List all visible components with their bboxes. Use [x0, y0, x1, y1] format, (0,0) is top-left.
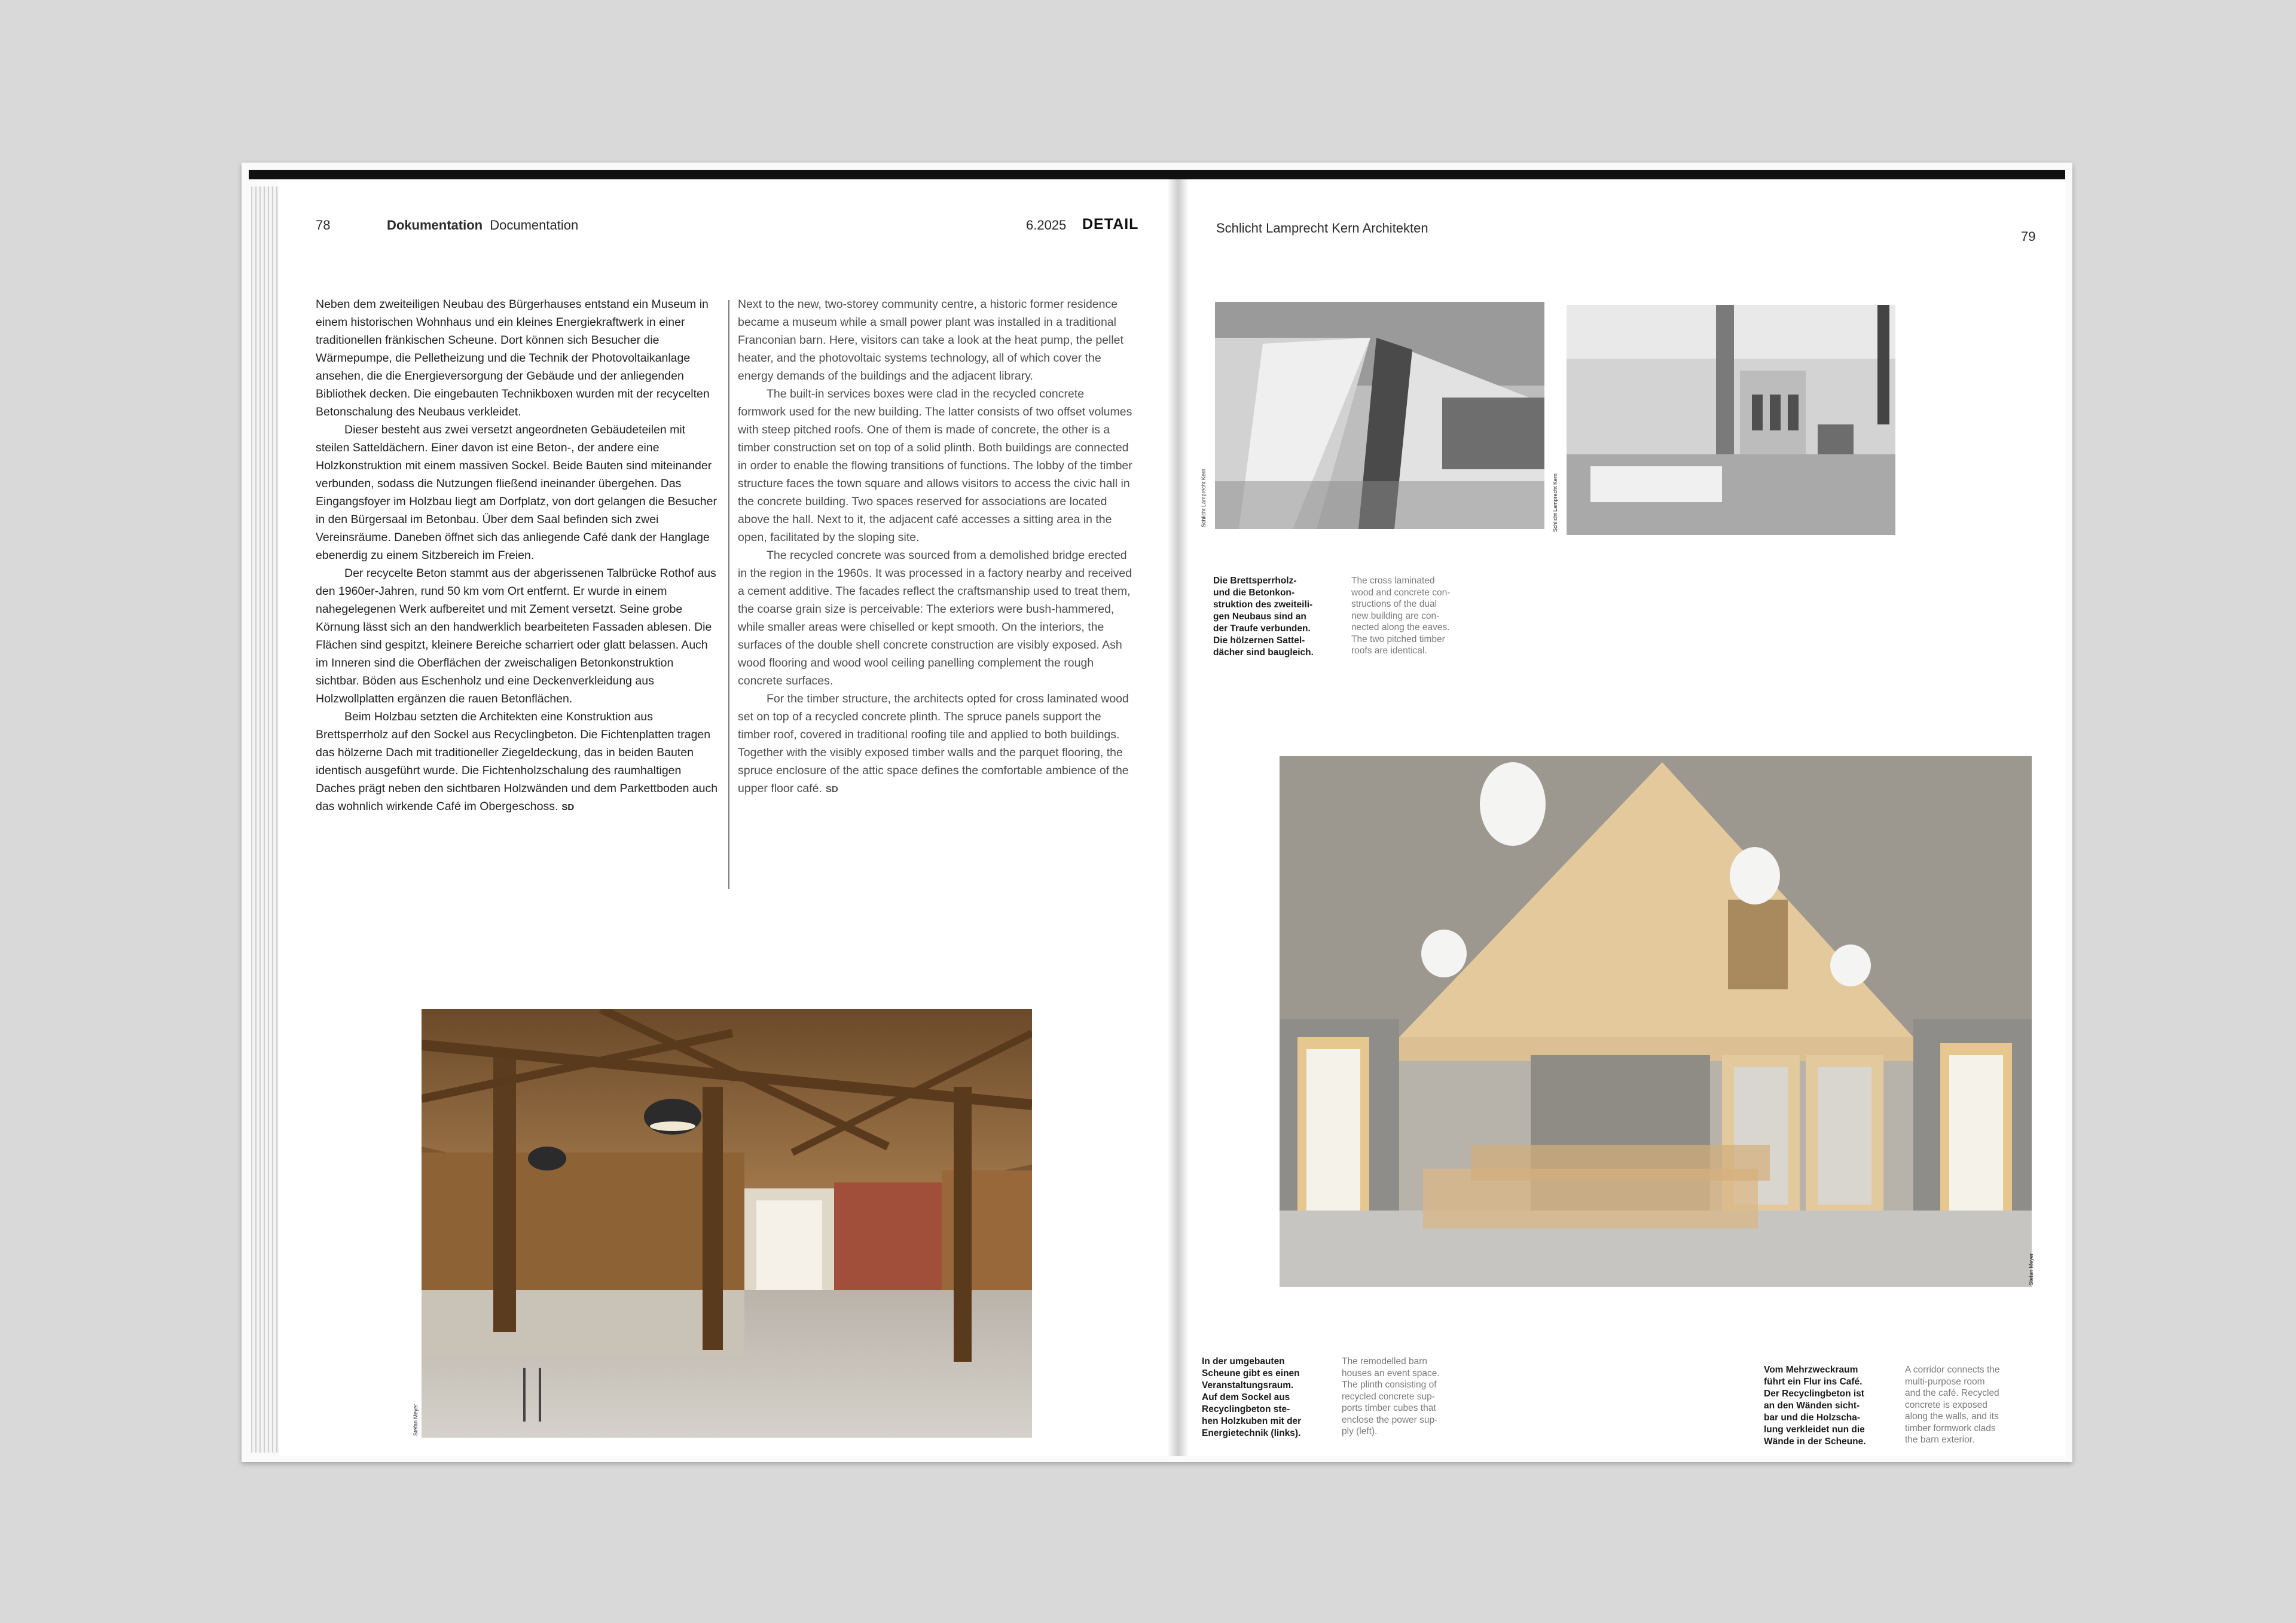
right-page-number: 79: [2021, 229, 2036, 244]
barn-interior-photo: [422, 1009, 1032, 1438]
barn-caption-de: In der umgebauten Scheune gibt es einen Veranstaltungsraum. Auf dem Sockel aus Recyclingbeton ste- hen Holzkuben mit der Energietechnik (links).: [1202, 1356, 1302, 1438]
top-black-rule: [249, 170, 2065, 179]
construction-photo-2: [1567, 305, 1895, 535]
binding-gutter: [1167, 179, 1189, 1456]
hall-caption-de: Vom Mehrzweckraum führt ein Flur ins Café. Der Recyclingbeton ist an den Wänden sicht- bar und die Holzscha- lung verkleidet nun die Wände in der Scheune.: [1764, 1365, 1866, 1447]
section-en: Documentation: [490, 218, 579, 233]
german-text-column: [316, 295, 720, 817]
german-paragraph-4: [316, 708, 720, 817]
english-paragraph-4-text: For the timber structure, the architects opted for cross laminated wood set on top of a recycled concrete plinth. The spruce panels support the timber roof, covered in traditional roofing tile and applied to both buildings. Together with the visibly exposed timber walls and the parquet flooring, the spruce enclosure of the attic space defines the comfortable ambience of the upper floor café.: [738, 692, 1129, 795]
english-paragraph-2: The built-in services boxes were clad in the recycled concrete formwork used for the new building. The latter consists of two offset volumes with steep pitched roofs. One of them is made of concrete, the other is a timber construction set on top of a solid plinth. Both buildings are connected in order to enable the flowing transitions of functions. The lobby of the timber structure faces the town square and allows visitors to access the civic hall in the concrete building. Two spaces reserved for associations are located above the hall. Next to it, the adjacent café accesses a sitting area in the open, facilitated by the sloping site.: [738, 387, 1132, 544]
hall-photo-illustration: [1280, 756, 2032, 1287]
left-page-section: [387, 218, 578, 233]
german-paragraph-3: Der recycelte Beton stammt aus der abgerissenen Talbrücke Rothof aus den 1960er-Jahren, rund 50 km vom Ort entfernt. Er wurde in einem nahegelegenen Werk aufbereitet und mit Zement versetzt. Seine grobe Körnung lässt sich an den handwerklich bearbeiteten Fassaden ablesen. Die Flächen sind gespitzt, kleinere Bereiche scharriert oder glatt belassen. Auch im Inneren sind die Oberflächen der zweischaligen Betonkonstruktion sichtbar. Böden aus Eschenholz und eine Deckenverkleidung aus Holzwollplatten ergänzen die rauen Betonflächen.: [316, 567, 716, 705]
english-paragraph-4: [738, 690, 1132, 799]
barn-photo-credit: Stefan Meyer: [413, 1404, 419, 1436]
german-paragraph-1: Neben dem zweiteiligen Neubau des Bürgerhauses entstand ein Museum in einem historischen Wohnhaus und ein kleines Energiekraftwerk in einer traditionellen fränkischen Scheune. Dort können sich Besucher die Wärmepumpe, die Pelletheizung und die Technik der Photovoltaikanlage ansehen, die die Energieversorgung der Gebäude und der anliegenden Bibliothek decken. Die eingebauten Technikboxen wurden mit der recycelten Betonschalung des Neubaus verkleidet.: [316, 298, 710, 418]
left-page-number: 78: [316, 218, 331, 233]
english-paragraph-3: The recycled concrete was sourced from a demolished bridge erected in the region in the 1960s. It was processed in a factory nearby and received a cement additive. The facades reflect the craftsmanship used to treat them, the coarse grain size is perceivable: The exteriors were bush-hammered, while smaller areas were chiselled or kept smooth. On the interiors, the surfaces of the double shell concrete construction are visibly exposed. Ash wood flooring and wood wool ceiling panelling complement the rough concrete surfaces.: [738, 549, 1132, 687]
hall-photo-credit: Stefan Meyer: [2028, 1253, 2034, 1285]
column-divider: [728, 300, 729, 889]
construction-caption-de: Die Brettsperrholz- und die Betonkon- struktion des zweiteili- gen Neubaus sind an der Traufe verbunden. Die hölzernen Sattel- dächer sind baugleich.: [1213, 576, 1314, 658]
english-text-column: [738, 295, 1132, 799]
construction-photo-2-illustration: [1567, 305, 1895, 535]
architects-name: Schlicht Lamprecht Kern Architekten: [1216, 221, 1428, 236]
english-paragraph-1: Next to the new, two-storey community centre, a historic former residence became a museum while a small power plant was installed in a traditional Franconian barn. Here, visitors can take a look at the heat pump, the pellet heater, and the photovoltaic systems technology, all of which cover the energy demands of the buildings and the adjacent library.: [738, 298, 1123, 383]
english-signature: SD: [825, 784, 838, 794]
detail-logo: DETAIL: [1082, 216, 1139, 233]
construction-photo-1: [1215, 302, 1544, 529]
construction-photo-1-illustration: [1215, 302, 1544, 529]
section-de: Dokumentation: [387, 218, 483, 233]
multipurpose-hall-photo: [1280, 756, 2032, 1287]
barn-caption-en: The remodelled barn houses an event space. The plinth consisting of recycled concrete sup- ports timber cubes that enclose the power sup- ply (left).: [1342, 1356, 1440, 1436]
page-stack-edges: [251, 187, 280, 1453]
hall-caption-en: A corridor connects the multi-purpose room and the café. Recycled concrete is exposed along the walls, and its timber formwork clads the barn exterior.: [1905, 1365, 2000, 1445]
german-signature: SD: [561, 802, 575, 812]
issue-number: 6.2025: [1026, 218, 1067, 233]
construction-caption-en: The cross laminated wood and concrete con- structions of the dual new building are con- nected along the eaves. The two pitched timber roofs are identical.: [1351, 576, 1451, 656]
german-paragraph-4-text: Beim Holzbau setzten die Architekten eine Konstruktion aus Brettsperrholz auf den Sockel aus Recyclingbeton. Die Fichtenplatten tragen das hölzerne Dach mit traditioneller Ziegeldeckung, das in beiden Bauten identisch ausgeführt wurde. Die Fichtenholzschalung des raumhaltigen Daches prägt neben den sichtbaren Holzwänden und dem Parkettboden auch das wohnlich wirkende Café im Obergeschoss.: [316, 710, 718, 813]
barn-photo-illustration: [422, 1009, 1032, 1438]
construction-photo-1-credit: Schlicht Lamprecht Kern: [1201, 468, 1207, 527]
german-paragraph-2: Dieser besteht aus zwei versetzt angeordneten Gebäudeteilen mit steilen Satteldächern. Einer davon ist eine Beton-, der andere eine Holzkonstruktion mit einem massiven Sockel. Beide Bauten sind miteinander verbunden, sodass die Nutzungen fließend ineinander übergehen. Das Eingangsfoyer im Holzbau liegt am Dorfplatz, von dort gelangen die Besucher in den Bürgersaal im Betonbau. Über dem Saal befinden sich zwei Vereinsräume. Daneben öffnet sich das anliegende Café dank der Hanglage ebenerdig zu einem Sitzbereich im Freien.: [316, 423, 717, 562]
construction-photo-2-credit: Schlicht Lamprecht Kern: [1552, 473, 1558, 532]
